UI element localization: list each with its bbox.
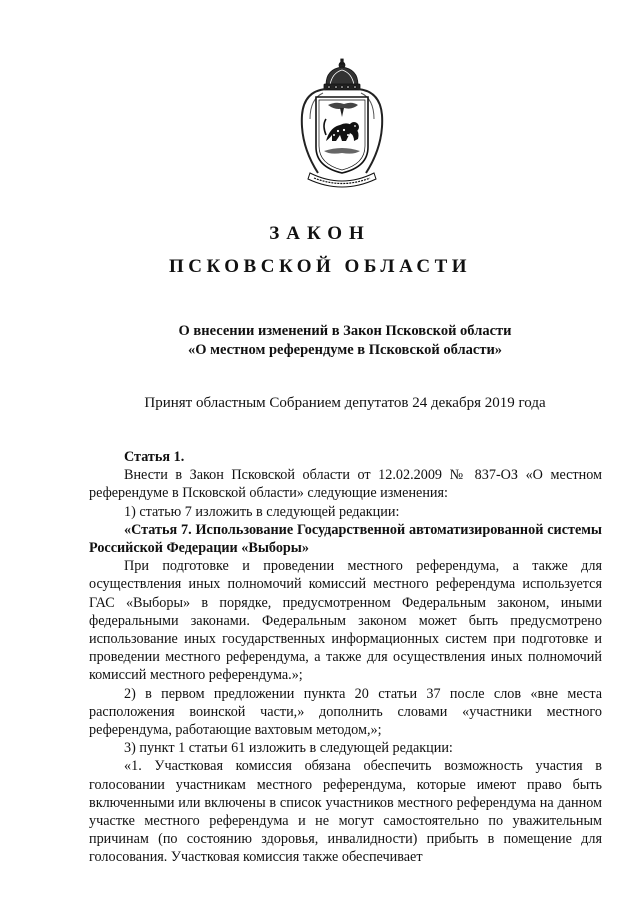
pskov-coat-of-arms-icon: [296, 55, 388, 195]
document-title-region: ПСКОВСКОЙ ОБЛАСТИ: [168, 256, 472, 277]
subtitle-line: «О местном референдуме в Псковской области»: [187, 342, 503, 358]
document-body: [89, 448, 602, 867]
paragraph: 3) пункт 1 статьи 61 изложить в следующей редакции:: [124, 740, 453, 757]
paragraph: 1) статью 7 изложить в следующей редакции:: [124, 503, 400, 520]
document-title: ЗАКОН: [269, 223, 371, 244]
paragraph: «1. Участковая комиссия обязана обеспечить возможность участия в голосовании участникам местного референдума, которые имеют право быть включенными или включены в список участников местного референдума на данном участке местного референдума и не могут самостоятельно по уважительным причинам (по состоянию здоровья, инвалидности) прибыть в помещение для голосования. Участковая комиссия также обеспечивает: [89, 758, 602, 866]
article-heading: Статья 1.: [124, 449, 185, 465]
adoption-note: Принят областным Собранием депутатов 24 декабря 2019 года: [144, 395, 546, 411]
paragraph: Внести в Закон Псковской области от 12.02.2009 № 837-ОЗ «О местном референдуме в Псковской области» следующие изменения:: [89, 467, 602, 502]
law-subtitle: [0, 322, 640, 360]
paragraph: При подготовке и проведении местного референдума, а также для осуществления иных полномочий комиссий местного референдума используется ГАС «Выборы» в порядке, предусмотренном Федеральным законом, иными федеральными законами. Федеральным законом может быть предусмотрено использование иных государственных информационных систем при подготовке и проведении местного референдума, а также для осуществления иных полномочий комиссий местного референдума.»;: [89, 558, 602, 684]
article-7-heading: «Статья 7. Использование Государственной автоматизированной системы Российской Федерации «Выборы»: [89, 521, 602, 557]
paragraph: 2) в первом предложении пункта 20 статьи 37 после слов «вне места расположения воинской части,» дополнить словами «участники местного референдума, работающие вахтовым методом,»;: [89, 685, 602, 739]
subtitle-line: О внесении изменений в Закон Псковской области: [178, 323, 512, 339]
